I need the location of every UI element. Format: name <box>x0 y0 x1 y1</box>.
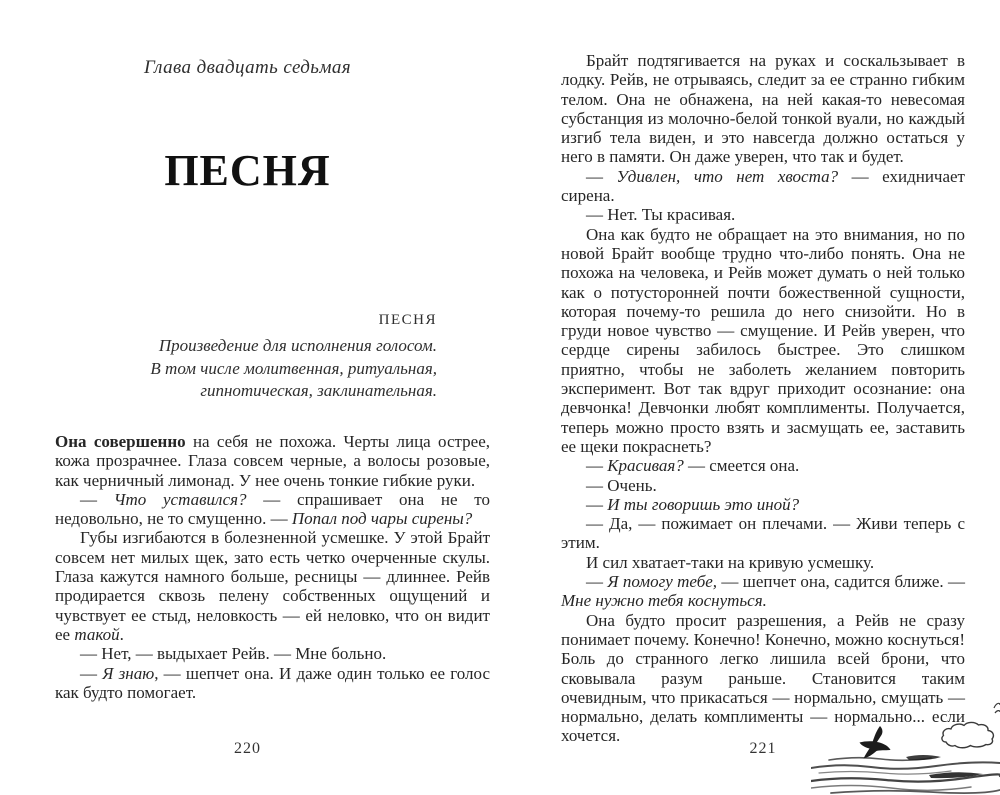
paragraph: И сил хватает-таки на кривую усмешку. <box>586 552 875 572</box>
epigraph-line: Произведение для исполнения голосом. <box>158 336 437 355</box>
paragraph: Она совершенно на себя не похожа. Черты лица острее, кожа прозрачнее. Глаза совсем черные, а волосы розовые, как черничный лимонад. У нее очень тонкие гибкие руки. <box>55 432 490 490</box>
cloud-fragment-icon <box>994 703 1000 713</box>
paragraph: Она как будто не обращает на это внимания, но по новой Брайт вообще трудно что-либо понять. Она не похожа на человека, и Рейв может думать о ней только как о потусторонней почти божественной сущности, которая почему-то решила до него снизойти. Но в груди новое чувство — смущение. И Рейв уверен, что сердце сирены забилось быстрее. Это слишком приятно, чтобы не заболеть желанием повторить эксперимент. Вот так вдруг приходит осознание: она девчонка! Девчонки любят комплименты. Получается, теперь можно просто взять и засмущать ее, заставить ее щеки покраснеть? <box>561 224 965 456</box>
cloud-icon <box>942 722 993 747</box>
paragraph: — Я помогу тебе, — шепчет она, садится ближе. — Мне нужно тебя коснуться. <box>561 572 965 611</box>
chapter-heading: Глава двадцать седьмая <box>143 57 352 78</box>
left-page-number: 220 <box>234 740 261 757</box>
paragraph: Брайт подтягивается на руках и соскальзывает в лодку. Рейв, не отрываясь, следит за ее странно гибким телом. Она не обнажена, на ней какая-то невесомая субстанция из молочно-белой тонкой вуали, но каждый изгиб тела виден, и это навсегда должно остаться у него в памяти. Он даже уверен, что так и будет. <box>561 51 965 167</box>
paragraph: — Да, — пожимает он плечами. — Живи теперь с этим. <box>561 514 965 553</box>
paragraph: — Нет, — выдыхает Рейв. — Мне больно. <box>80 644 387 664</box>
epigraph-line: В том числе молитвенная, ритуальная, <box>150 358 437 378</box>
right-page-number: 221 <box>749 740 777 757</box>
epigraph-term: ПЕСНЯ <box>378 312 437 328</box>
paragraph: Она будто просит разрешения, а Рейв не сразу понимает почему. Конечно! Конечно, можно коснуться! Боль до странного легко лишила всей брони, что сковывала разум раньше. Становится таким очевидным, что прикасаться — нормально, смущать — нормально, делать комплименты — нормально... если хочется. <box>561 610 965 746</box>
chapter-title: ПЕСНЯ <box>164 146 331 195</box>
paragraph: — Я знаю, — шепчет она. И даже один только ее голос как будто помогает. <box>55 663 490 702</box>
epigraph-line: гипнотическая, заклинательная. <box>200 381 437 400</box>
paragraph: — Удивлен, что нет хвоста? — ехидничает сирена. <box>561 166 965 206</box>
paragraph: — Красивая? — смеется она. <box>586 456 800 476</box>
left-page-body <box>55 432 490 702</box>
paragraph: — И ты говоришь это иной? <box>586 494 800 514</box>
epigraph <box>55 312 437 403</box>
paragraph: — Нет. Ты красивая. <box>586 205 736 225</box>
right-page-body <box>561 51 965 746</box>
epigraph-lines <box>55 335 437 403</box>
bird-over-waves-illustration <box>811 691 1000 795</box>
paragraph: — Очень. <box>586 475 657 495</box>
waves-sketch <box>811 755 1000 793</box>
paragraph: — Что уставился? — спрашивает она не то недовольно, не то смущенно. — Попал под чары сирены? <box>55 489 491 529</box>
bird-icon <box>860 726 891 759</box>
paragraph: Губы изгибаются в болезненной усмешке. У этой Брайт совсем нет милых щек, зато есть четко очерченные скулы. Глаза кажутся намного больше, ресницы — длиннее. Рейв продирается сквозь пелену собственных ощущений и чувствует ее стыд, неловкость — ей неловко, что он видит ее такой. <box>55 528 490 644</box>
